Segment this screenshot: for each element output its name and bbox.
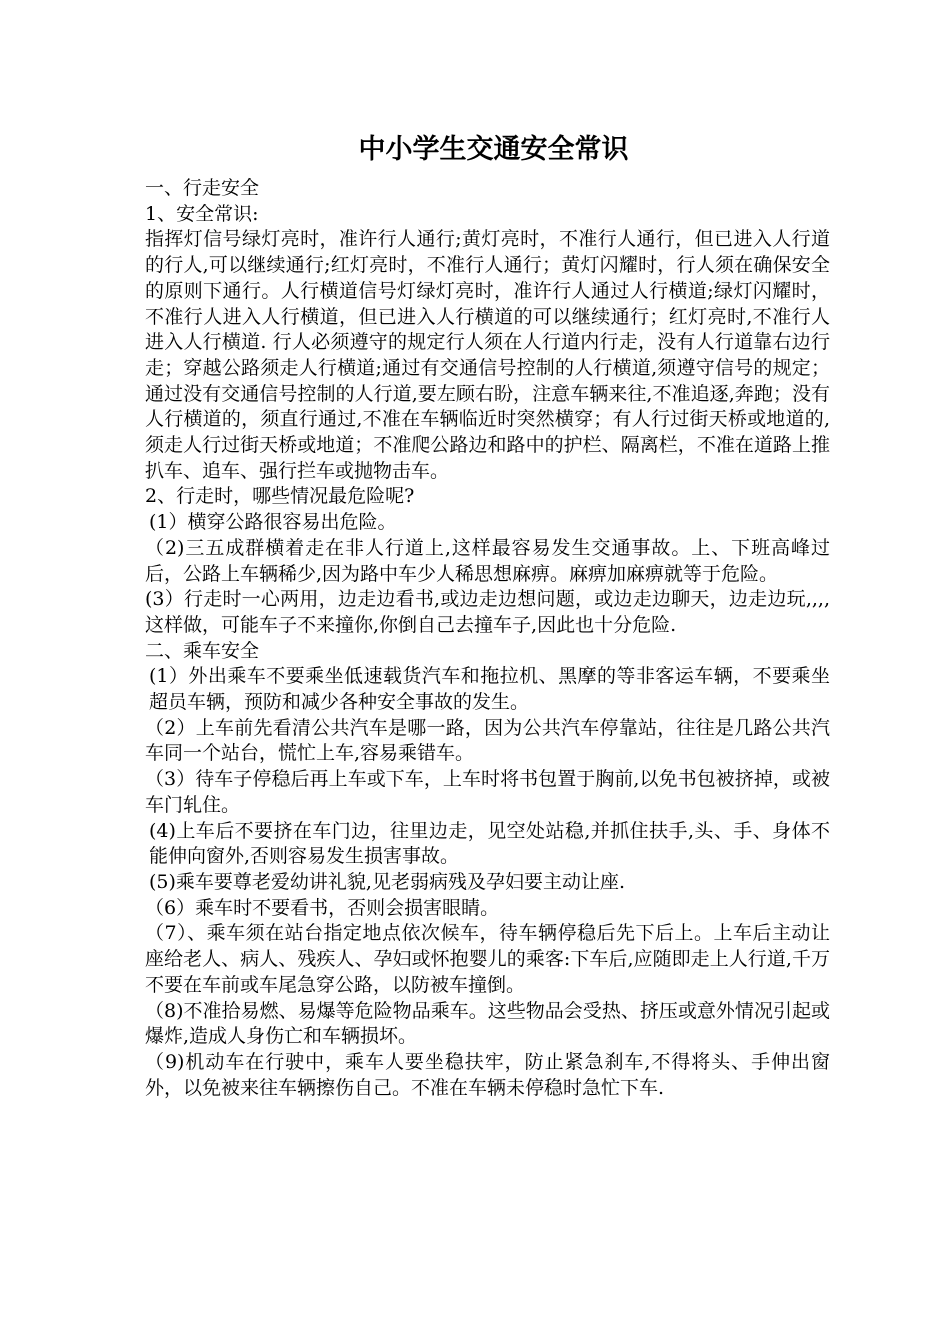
paragraph: 一、行走安全 <box>145 177 260 199</box>
paragraph: (3）行走时一心两用，边走边看书,或边走边想问题，或边走边聊天，边走边玩,,,,这样做，可能车子不来撞你,你倒自己去撞车子,因此也十分危险. <box>145 588 830 636</box>
paragraph: （6）乘车时不要看书，否则会损害眼睛。 <box>145 896 500 919</box>
paragraph: (4)上车后不要挤在车门边，往里边走，见空处站稳,并抓住扶手,头、手、身体不能伸向窗外,否则容易发生损害事故。 <box>149 819 830 868</box>
paragraph: （3）待车子停稳后再上车或下车，上车时将书包置于胸前,以免书包被挤掉，或被车门轧住。 <box>145 768 830 816</box>
document-body <box>145 132 830 1101</box>
paragraph: （2）上车前先看清公共汽车是哪一路，因为公共汽车停靠站，往往是几路公共汽车同一个站台，慌忙上车,容易乘错车。 <box>145 716 830 765</box>
paragraph: 指挥灯信号绿灯亮时，准许行人通行;黄灯亮时，不准行人通行，但已进入人行道的行人,可以继续通行;红灯亮时，不准行人通行；黄灯闪耀时，行人须在确保安全的原则下通行。人行横道信号灯绿灯亮时，准许行人通过人行横道;绿灯闪耀时，不准行人进入人行横道，但已进入人行横道的可以继续通行；红灯亮时,不准行人进入人行横道. 行人必须遵守的规定行人须在人行道内行走，没有人行道靠右边行走；穿越公路须走人行横道;通过有交通信号控制的人行横道,须遵守信号的规定；通过没有交通信号控制的人行道,要左顾右盼，注意车辆来往,不准追逐,奔跑；没有人行横道的，须直行通过,不准在车辆临近时突然横穿；有人行过街天桥或地道的,须走人行过街天桥或地道；不准爬公路边和路中的护栏、隔离栏，不准在道路上推扒车、追车、强行拦车或抛物击车。 <box>145 228 830 482</box>
paragraph: 1、安全常识: <box>145 202 259 225</box>
paragraph-list <box>145 176 830 1101</box>
paragraph: （7）、乘车须在站台指定地点依次候车，待车辆停稳后先下后上。上车后主动让座给老人、病人、残疾人、孕妇或怀抱婴儿的乘客:下车后,应随即走上人行道,千万不要在车前或车尾急穿公路，以防被车撞倒。 <box>145 922 830 996</box>
paragraph: （8)不准拾易燃、易爆等危险物品乘车。这些物品会受热、挤压或意外情况引起或爆炸,造成人身伤亡和车辆损坏。 <box>145 999 830 1048</box>
document-title: 中小学生交通安全常识 <box>358 134 629 165</box>
paragraph: (1）外出乘车不要乘坐低速载货汽车和拖拉机、黑摩的等非客运车辆，不要乘坐超员车辆，预防和减少各种安全事故的发生。 <box>149 665 830 714</box>
paragraph: （9)机动车在行驶中，乘车人要坐稳扶牢，防止紧急刹车,不得将头、手伸出窗外，以免被来往车辆擦伤自己。不准在车辆未停稳时急忙下车. <box>145 1050 830 1099</box>
paragraph: 2、行走时，哪些情况最危险呢? <box>145 485 415 508</box>
paragraph: (1）横穿公路很容易出危险。 <box>149 511 397 534</box>
paragraph: 二、乘车安全 <box>145 639 260 662</box>
paragraph: (5)乘车要尊老爱幼讲礼貌,见老弱病残及孕妇要主动让座. <box>149 870 625 893</box>
paragraph: （2)三五成群横着走在非人行道上,这样最容易发生交通事故。上、下班高峰过后，公路上车辆稀少,因为路中车少人稀思想麻痹。麻痹加麻痹就等于危险。 <box>145 536 830 585</box>
